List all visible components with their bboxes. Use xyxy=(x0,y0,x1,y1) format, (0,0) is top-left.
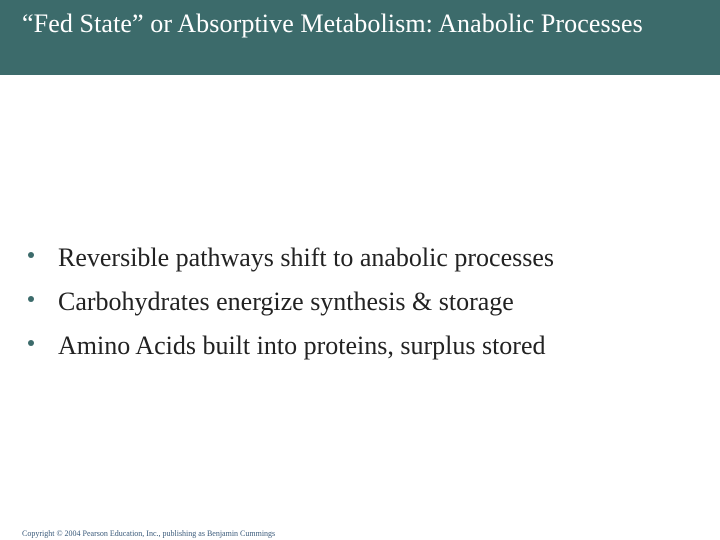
bullet-item xyxy=(28,243,708,273)
bullet-dot-icon xyxy=(28,252,34,258)
bullet-text: Amino Acids built into proteins, surplus stored xyxy=(58,331,546,360)
title-bar xyxy=(0,0,720,75)
bullet-item xyxy=(28,331,708,361)
slide-title: “Fed State” or Absorptive Metabolism: Anabolic Processes xyxy=(22,9,643,38)
bullet-text: Carbohydrates energize synthesis & storage xyxy=(58,287,514,316)
bullet-dot-icon xyxy=(28,340,34,346)
copyright-footer: Copyright © 2004 Pearson Education, Inc., publishing as Benjamin Cummings xyxy=(22,529,276,538)
bullet-list xyxy=(28,243,708,375)
bullet-item xyxy=(28,287,708,317)
bullet-dot-icon xyxy=(28,296,34,302)
bullet-text: Reversible pathways shift to anabolic processes xyxy=(58,243,555,272)
